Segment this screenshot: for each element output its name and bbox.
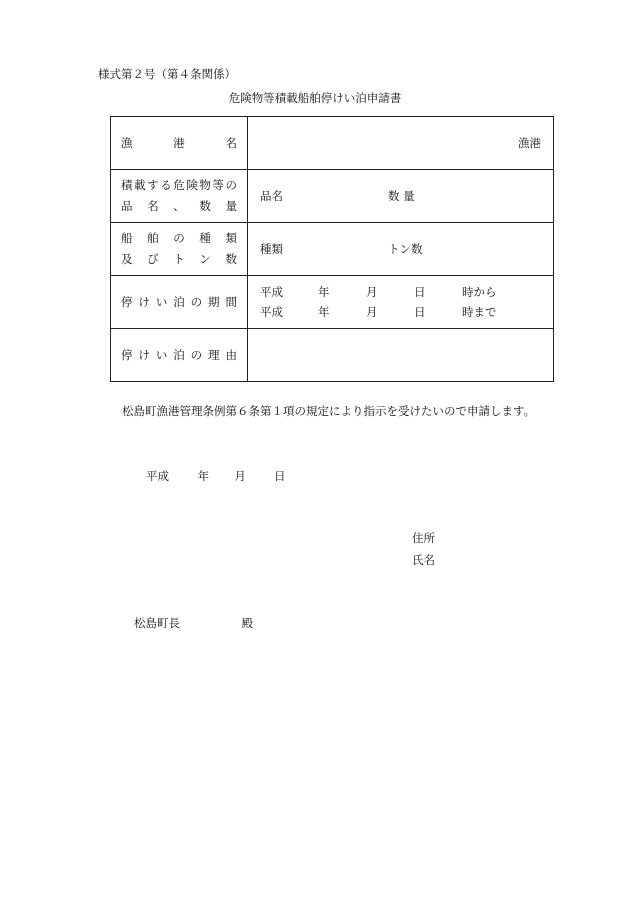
- label-char: 間: [225, 294, 237, 309]
- label-char: 舶: [147, 231, 159, 245]
- label-line: [121, 249, 237, 270]
- document-title: 危険物等積載船舶停けい泊申請書: [228, 91, 402, 105]
- year-label: 年: [318, 305, 330, 319]
- table-row-hazardous-goods: [111, 170, 554, 223]
- label-line: [121, 175, 237, 196]
- tonnage-label: トン数: [388, 242, 423, 256]
- applicant-address-label: 住所: [412, 531, 435, 545]
- fishing-port-suffix: 漁港: [518, 136, 541, 150]
- label-char: 品: [121, 199, 133, 213]
- period-to-row: [260, 302, 541, 322]
- table-row-vessel: [111, 223, 554, 276]
- label-char: の: [190, 294, 203, 309]
- label-char: 数: [199, 199, 211, 213]
- label-char: け: [138, 347, 150, 362]
- month-label: 月: [366, 285, 378, 299]
- year-label: 年: [197, 469, 210, 483]
- label-char: の: [190, 347, 203, 362]
- quantity-label: 数 量: [388, 189, 415, 203]
- label-char: 、: [173, 199, 185, 213]
- label-char: 量: [225, 199, 237, 213]
- application-date[interactable]: [146, 468, 285, 484]
- label-char: の: [225, 178, 237, 192]
- label-vessel-type: [111, 223, 248, 276]
- label-line: [121, 133, 237, 154]
- label-char: 理: [208, 347, 220, 362]
- applicant-name-label: 氏名: [412, 553, 435, 567]
- label-char: 名: [147, 199, 159, 213]
- vessel-field[interactable]: [248, 223, 554, 276]
- vessel-type-label: 種類: [260, 242, 283, 256]
- label-mooring-reason: [111, 329, 248, 382]
- label-char: ト: [173, 252, 185, 266]
- label-line: [121, 292, 237, 313]
- table-row-period: [111, 276, 554, 329]
- day-label: 日: [273, 469, 286, 483]
- label-char: 物: [199, 178, 211, 192]
- label-char: 険: [186, 178, 198, 192]
- addressee: [134, 615, 253, 631]
- era-label: 平成: [260, 305, 283, 319]
- era-label: 平成: [260, 285, 283, 299]
- table-row-reason: [111, 329, 554, 382]
- label-char: 泊: [173, 294, 185, 309]
- label-char: 停: [121, 347, 133, 362]
- label-char: 由: [225, 347, 237, 362]
- label-char: 種: [199, 231, 211, 245]
- label-char: ン: [199, 252, 211, 266]
- label-char: 名: [225, 135, 237, 150]
- label-char: 泊: [173, 347, 185, 362]
- hour-to-label: 時まで: [462, 305, 497, 319]
- label-char: い: [155, 294, 168, 309]
- addressee-name: 松島町長: [134, 616, 180, 630]
- label-char: 等: [212, 178, 224, 192]
- label-line: [121, 345, 237, 366]
- label-char: 数: [225, 252, 237, 266]
- label-char: す: [147, 178, 159, 192]
- value-pair: [260, 188, 541, 204]
- label-char: び: [147, 252, 159, 266]
- mooring-reason-field[interactable]: [248, 329, 554, 382]
- month-label: 月: [234, 469, 246, 483]
- label-mooring-period: [111, 276, 248, 329]
- label-char: 及: [121, 252, 133, 266]
- day-label: 日: [414, 305, 426, 319]
- label-char: の: [173, 231, 185, 245]
- fishing-port-field[interactable]: [248, 117, 554, 170]
- label-char: る: [160, 178, 172, 192]
- label-char: い: [155, 347, 168, 362]
- label-char: 載: [134, 178, 146, 192]
- label-char: 期: [208, 294, 220, 309]
- label-char: け: [138, 294, 150, 309]
- label-hazardous-goods: [111, 170, 248, 223]
- label-char: 停: [121, 294, 133, 309]
- mooring-period-field[interactable]: [248, 276, 554, 329]
- label-char: 港: [173, 135, 185, 150]
- table-row-fishing-port: [111, 117, 554, 170]
- year-label: 年: [318, 285, 330, 299]
- application-table: [110, 116, 554, 382]
- day-label: 日: [414, 285, 426, 299]
- label-char: 漁: [121, 135, 133, 150]
- hazardous-goods-field[interactable]: [248, 170, 554, 223]
- label-char: 危: [173, 178, 185, 192]
- label-char: 類: [225, 231, 237, 245]
- value-pair: [260, 241, 541, 257]
- item-name-label: 品名: [260, 189, 283, 203]
- form-number: 様式第２号（第４条関係）: [98, 67, 236, 81]
- era-label: 平成: [146, 469, 169, 483]
- period-from-row: [260, 282, 541, 302]
- label-line: [121, 228, 237, 249]
- label-char: 船: [121, 231, 133, 245]
- addressee-honorific: 殿: [241, 616, 254, 630]
- label-line: [121, 196, 237, 217]
- application-statement: 松島町漁港管理条例第６条第１項の規定により指示を受けたいので申請します。: [122, 404, 536, 418]
- label-char: 積: [121, 178, 133, 192]
- label-fishing-port: [111, 117, 248, 170]
- hour-from-label: 時から: [462, 285, 497, 299]
- month-label: 月: [366, 305, 378, 319]
